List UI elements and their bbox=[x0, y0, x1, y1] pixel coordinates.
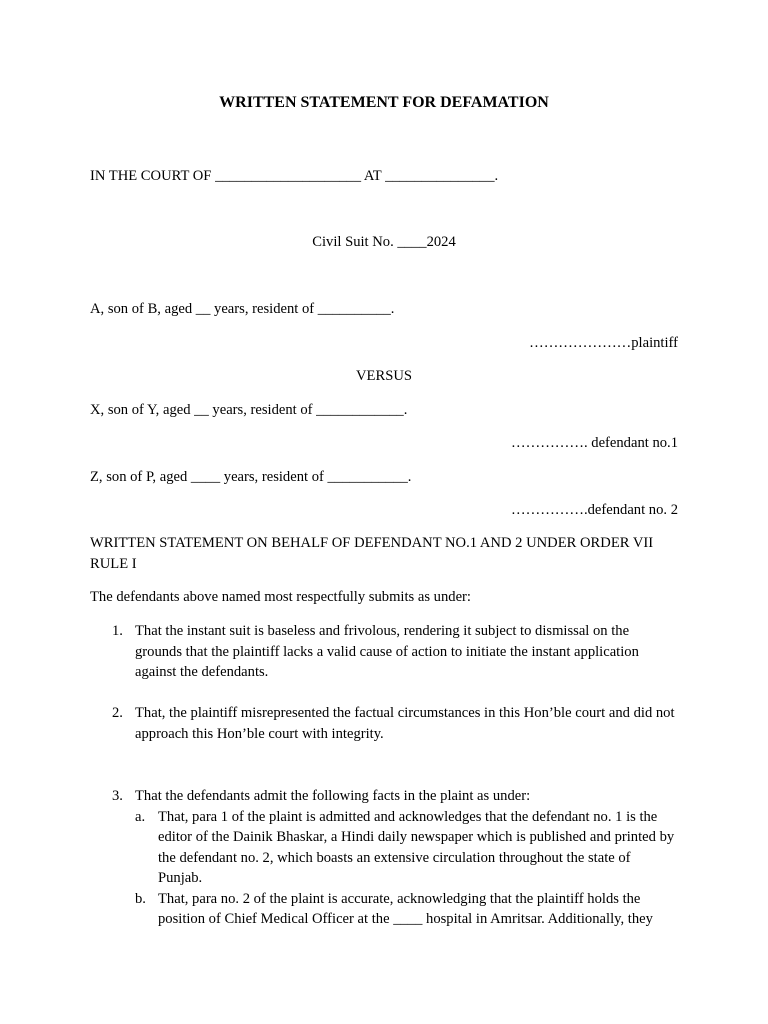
written-statement-heading: WRITTEN STATEMENT ON BEHALF OF DEFENDANT NO.1 AND 2 UNDER ORDER VII RULE I bbox=[90, 535, 654, 572]
sub-point-letter: b. bbox=[135, 890, 146, 907]
point-number: 2. bbox=[112, 705, 123, 721]
plaintiff-label: …………………plaintiff bbox=[529, 335, 678, 351]
plaintiff-party-line: A, son of B, aged __ years, resident of __________. bbox=[90, 301, 395, 317]
sub-point-text: That, para no. 2 of the plaint is accurate, acknowledging that the plaintiff holds the position of Chief Medical Officer at the ____ hospital in Amritsar. Additionally, they bbox=[158, 890, 653, 927]
point-number: 1. bbox=[112, 623, 123, 639]
court-line: IN THE COURT OF ____________________ AT _______________. bbox=[90, 168, 499, 184]
point-text: That the instant suit is baseless and frivolous, rendering it subject to dismissal on the grounds that the plaintiff lacks a valid cause of action to initiate the instant application against the defendants. bbox=[135, 623, 639, 680]
defendant2-party-line: Z, son of P, aged ____ years, resident of ___________. bbox=[90, 469, 412, 485]
point-text: That the defendants admit the following facts in the plaint as under: bbox=[135, 788, 531, 804]
point-number: 3. bbox=[112, 788, 123, 804]
sub-list-item bbox=[135, 807, 678, 889]
versus-label: VERSUS bbox=[356, 368, 412, 384]
point-text: That, the plaintiff misrepresented the factual circumstances in this Hon’ble court and did not approach this Hon’ble court with integrity. bbox=[135, 705, 675, 742]
suit-number: Civil Suit No. ____2024 bbox=[312, 234, 456, 250]
sub-list-item bbox=[135, 889, 678, 930]
submission-intro: The defendants above named most respectfully submits as under: bbox=[90, 589, 471, 605]
defendant1-label: ……………. defendant no.1 bbox=[511, 435, 678, 451]
sub-point-letter: a. bbox=[135, 808, 146, 825]
sub-point-text: That, para 1 of the plaint is admitted and acknowledges that the defendant no. 1 is the editor of the Dainik Bhaskar, a Hindi daily newspaper which is published and printed by the defendant no. 2, which boasts an extensive circulation throughout the state of Punjab. bbox=[158, 808, 675, 886]
list-item bbox=[90, 786, 678, 930]
document-title: WRITTEN STATEMENT FOR DEFAMATION bbox=[219, 94, 549, 111]
defendant1-party-line: X, son of Y, aged __ years, resident of ____________. bbox=[90, 402, 408, 418]
defendant2-label: …………….defendant no. 2 bbox=[511, 502, 678, 518]
list-item bbox=[90, 703, 678, 744]
list-item bbox=[90, 621, 678, 683]
